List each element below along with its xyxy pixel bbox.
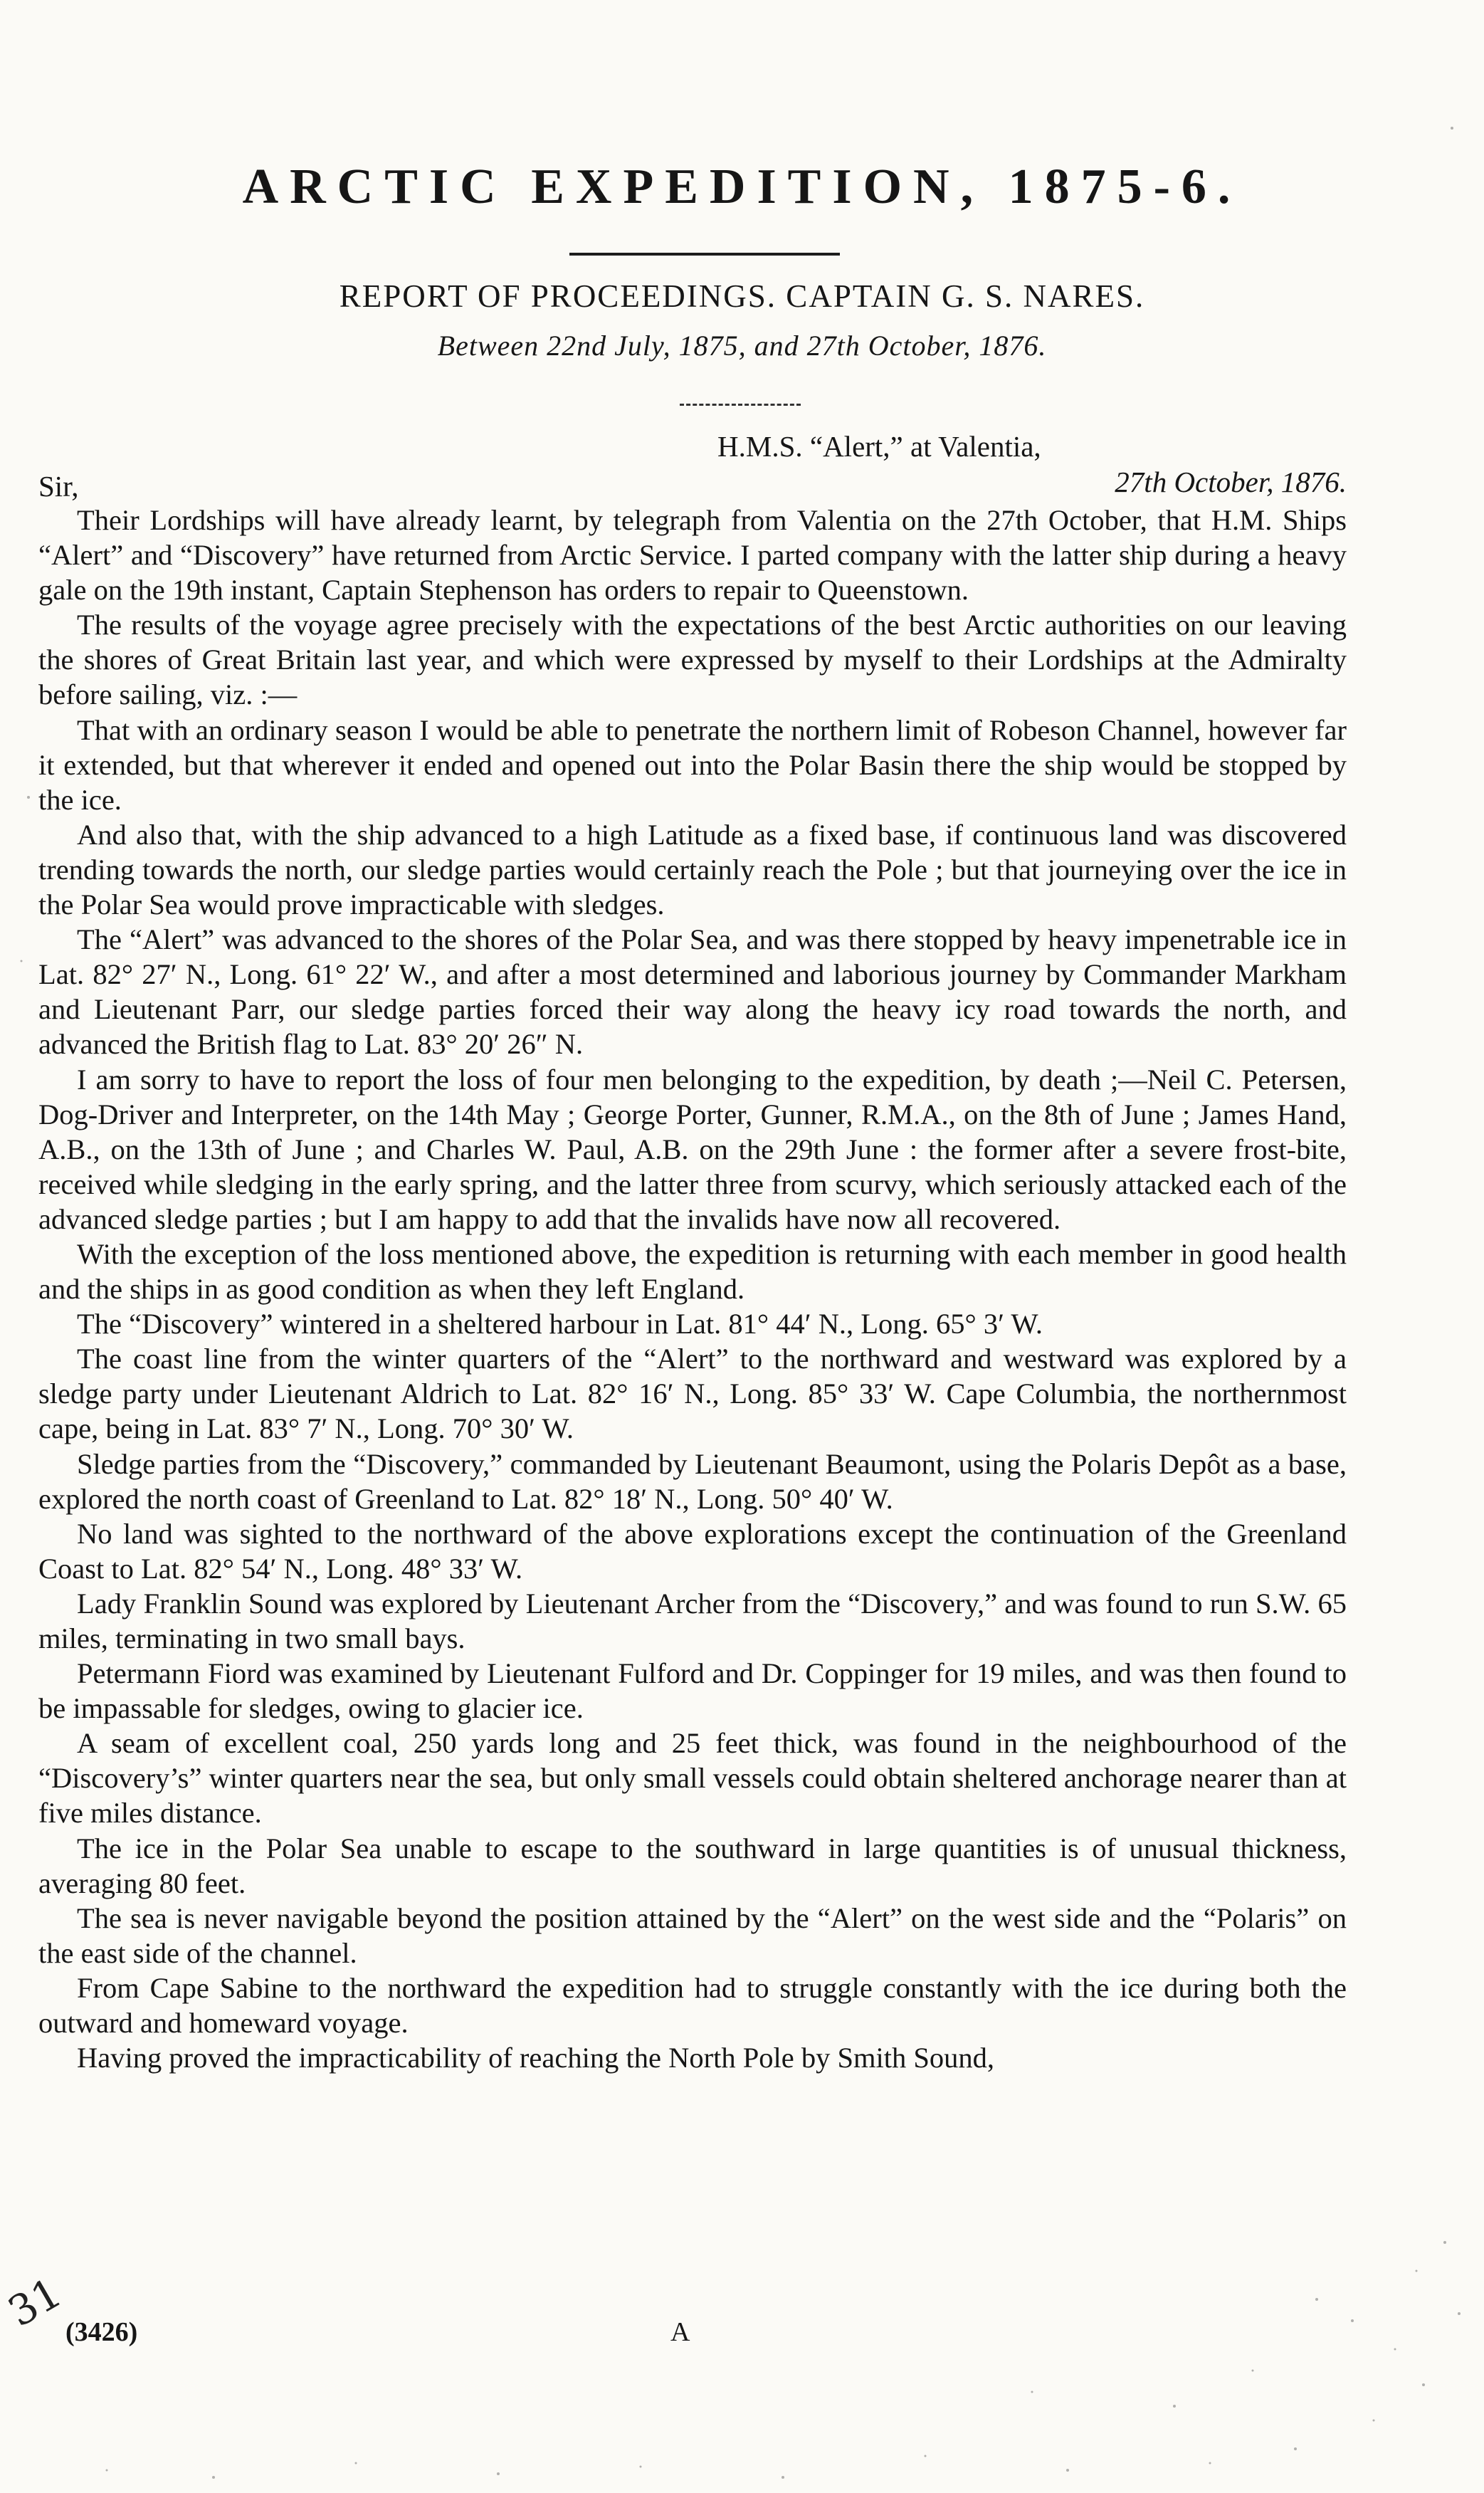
paragraph: The results of the voyage agree precisely with the expectations of the best Arctic authorities on our leaving the shores of Great Britain last year, and which were expressed by myself to their Lordships at the Admiralty before sailing, viz. :— bbox=[38, 609, 1347, 711]
report-dates: Between 22nd July, 1875, and 27th October, 1876. bbox=[437, 330, 1047, 362]
paragraph: With the exception of the loss mentioned above, the expedition is returning with each member in good health and the ships in as good condition as when they left England. bbox=[38, 1237, 1347, 1306]
paragraph: That with an ordinary season I would be able to penetrate the northern limit of Robeson Channel, however far it extended, but that wherever it ended and opened out into the Polar Basin there the ship would be stopped by the ice. bbox=[38, 713, 1347, 816]
paragraph: The “Alert” was advanced to the shores of the Polar Sea, and was there stopped by heavy impenetrable ice in Lat. 82° 27′ N., Long. 61° 22′ W., and after a most determined and laborious journey by Commander Markham and Lieutenant Parr, our sledge parties forced their way along the heavy icy road towards the north, and advanced the British flag to Lat. 83° 20′ 26″ N. bbox=[38, 923, 1347, 1061]
signature-mark: A bbox=[670, 2317, 690, 2347]
paragraph: No land was sighted to the northward of the above explorations except the continuation of the Greenland Coast to Lat. 82° 54′ N., Long. 48° 33′ W. bbox=[38, 1517, 1347, 1585]
paragraph: The coast line from the winter quarters of the “Alert” to the northward and westward was explored by a sledge party under Lieutenant Aldrich to Lat. 82° 16′ N., Long. 85° 33′ W. Cape Columbia, the northernmost cape, being in Lat. 83° 7′ N., Long. 70° 30′ W. bbox=[38, 1343, 1347, 1445]
paragraph: Lady Franklin Sound was explored by Lieutenant Archer from the “Discovery,” and was found to run S.W. 65 miles, terminating in two small bays. bbox=[38, 1587, 1347, 1654]
title-rule bbox=[569, 253, 840, 256]
letter-body bbox=[38, 503, 1347, 2075]
letter-date: 27th October, 1876. bbox=[1115, 466, 1347, 498]
paragraph: I am sorry to have to report the loss of four men belonging to the expedition, by death ;—Neil C. Petersen, Dog-Driver and Interpreter, on the 14th May ; George Porter, Gunner, R.M.A., on the 8th of June ; James Hand, A.B., on the 13th of June ; and Charles W. Paul, A.B. on the 29th June : the former after a severe frost-bite, received while sledging in the early spring, and the latter three from scurvy, which seriously attacked each of the advanced sledge parties ; but I am happy to add that the invalids have now all recovered. bbox=[38, 1063, 1347, 1235]
letter-address: H.M.S. “Alert,” at Valentia, bbox=[717, 430, 1041, 463]
section-rule bbox=[680, 404, 801, 406]
report-subtitle: REPORT OF PROCEEDINGS. CAPTAIN G. S. NARES. bbox=[339, 278, 1145, 314]
document-title: ARCTIC EXPEDITION, 1875-6. bbox=[242, 159, 1242, 214]
paragraph: The ice in the Polar Sea unable to escape to the southward in large quantities is of unusual thickness, averaging 80 feet. bbox=[38, 1832, 1347, 1899]
paragraph: A seam of excellent coal, 250 yards long and 25 feet thick, was found in the neighbourhood of the “Discovery’s” winter quarters near the sea, but only small vessels could obtain sheltered anchorage nearer than at five miles distance. bbox=[38, 1727, 1347, 1830]
salutation: Sir, bbox=[38, 470, 79, 503]
paragraph: The sea is never navigable beyond the position attained by the “Alert” on the west side and the “Polaris” on the east side of the channel. bbox=[38, 1901, 1347, 1969]
handwritten-margin-note: 31 bbox=[0, 2268, 70, 2336]
paragraph: Petermann Fiord was examined by Lieutenant Fulford and Dr. Coppinger for 19 miles, and was then found to be impassable for sledges, owing to glacier ice. bbox=[38, 1657, 1347, 1725]
paragraph: Their Lordships will have already learnt, by telegraph from Valentia on the 27th October, that H.M. Ships “Alert” and “Discovery” have returned from Arctic Service. I parted company with the latter ship during a heavy gale on the 19th instant, Captain Stephenson has orders to repair to Queenstown. bbox=[38, 504, 1347, 607]
paragraph: Sledge parties from the “Discovery,” commanded by Lieutenant Beaumont, using the Polaris Depôt as a base, explored the north coast of Greenland to Lat. 82° 18′ N., Long. 50° 40′ W. bbox=[38, 1447, 1347, 1515]
print-number: (3426) bbox=[65, 2317, 138, 2347]
paragraph: From Cape Sabine to the northward the expedition had to struggle constantly with the ice during both the outward and homeward voyage. bbox=[38, 1971, 1347, 2040]
paragraph: The “Discovery” wintered in a sheltered harbour in Lat. 81° 44′ N., Long. 65° 3′ W. bbox=[77, 1308, 1043, 1340]
paragraph: Having proved the impracticability of reaching the North Pole by Smith Sound, bbox=[77, 2042, 994, 2074]
paragraph: And also that, with the ship advanced to a high Latitude as a fixed base, if continuous land was discovered trending towards the north, our sledge parties would certainly reach the Pole ; but that journeying over the ice in the Polar Sea would prove impracticable with sledges. bbox=[38, 818, 1347, 921]
